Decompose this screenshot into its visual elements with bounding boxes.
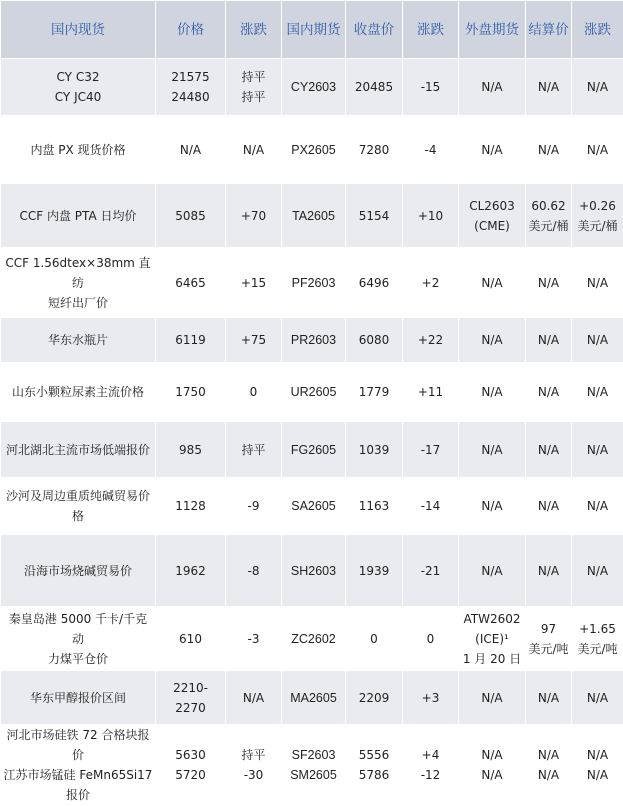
cell-echg: [572, 607, 623, 671]
cell-fut: [282, 535, 346, 607]
cell-fut: [282, 184, 346, 248]
cell-fut: [282, 59, 346, 116]
cell-ext: [459, 184, 526, 248]
cell-close: [346, 248, 403, 318]
cell-settle: [526, 116, 572, 184]
cell-line: N/A: [528, 496, 569, 516]
cell-line: +75: [228, 330, 279, 350]
table-row: [1, 248, 623, 318]
cell-line: N/A: [461, 77, 523, 97]
cell-line: CY JC40: [3, 87, 153, 107]
cell-price: [156, 116, 226, 184]
cell-line: +3: [405, 688, 456, 708]
cell-line: 0: [348, 629, 400, 649]
cell-line: 20485: [348, 77, 400, 97]
cell-line: N/A: [574, 765, 621, 785]
cell-line: 1939: [348, 561, 400, 581]
cell-line: N/A: [574, 330, 621, 350]
cell-line: FG2605: [284, 440, 343, 460]
cell-chg: [226, 725, 282, 806]
cell-line: -3: [228, 629, 279, 649]
cell-line: 持平: [228, 87, 279, 107]
cell-line: N/A: [461, 273, 523, 293]
cell-fchg: [403, 671, 459, 725]
cell-echg: [572, 116, 623, 184]
cell-chg: [226, 607, 282, 671]
cell-line: -21: [405, 561, 456, 581]
cell-line: N/A: [528, 273, 569, 293]
header-change: 涨跌: [226, 1, 282, 59]
cell-line: 沙河及周边重质纯碱贸易价格: [3, 486, 153, 526]
cell-spot: [1, 607, 156, 671]
cell-line: 5630: [158, 745, 223, 765]
cell-echg: [572, 725, 623, 806]
cell-line: 0: [405, 629, 456, 649]
cell-line: ZC2602: [284, 629, 343, 649]
cell-spot: [1, 725, 156, 806]
cell-settle: [526, 422, 572, 478]
cell-line: (ICE)¹: [461, 629, 523, 649]
cell-fchg: [403, 116, 459, 184]
cell-line: 河北市场硅铁 72 合格块报价: [3, 725, 153, 765]
cell-line: 1 月 20 日: [461, 649, 523, 669]
table-row: [1, 318, 623, 363]
cell-spot: [1, 478, 156, 535]
cell-line: CL2603: [461, 196, 523, 216]
cell-close: [346, 607, 403, 671]
cell-close: [346, 318, 403, 363]
cell-ext: [459, 422, 526, 478]
cell-fut: [282, 116, 346, 184]
cell-chg: [226, 478, 282, 535]
cell-spot: [1, 671, 156, 725]
cell-line: 2210-2270: [158, 678, 223, 718]
cell-line: 985: [158, 440, 223, 460]
cell-line: N/A: [574, 745, 621, 765]
cell-line: -17: [405, 440, 456, 460]
cell-line: 沿海市场烧碱贸易价: [3, 561, 153, 581]
cell-fut: [282, 248, 346, 318]
cell-line: N/A: [228, 688, 279, 708]
cell-line: 美元/吨: [574, 639, 621, 659]
cell-echg: [572, 363, 623, 422]
cell-close: [346, 478, 403, 535]
header-settle: 结算价: [526, 1, 572, 59]
cell-line: N/A: [461, 382, 523, 402]
cell-line: N/A: [461, 688, 523, 708]
header-foreign-change: 涨跌: [572, 1, 623, 59]
cell-ext: [459, 116, 526, 184]
cell-fut: [282, 725, 346, 806]
cell-line: N/A: [528, 561, 569, 581]
cell-line: CCF 内盘 PTA 日均价: [3, 206, 153, 226]
cell-line: PR2603: [284, 330, 343, 350]
cell-line: 报价: [3, 785, 153, 805]
cell-line: N/A: [528, 77, 569, 97]
cell-settle: [526, 725, 572, 806]
cell-line: SF2603: [284, 745, 343, 765]
cell-line: +11: [405, 382, 456, 402]
cell-spot: [1, 184, 156, 248]
cell-line: -15: [405, 77, 456, 97]
cell-line: 60.62: [528, 196, 569, 216]
table-row: [1, 184, 623, 248]
cell-line: N/A: [461, 140, 523, 160]
cell-line: 5154: [348, 206, 400, 226]
cell-line: -4: [405, 140, 456, 160]
cell-line: MA2605: [284, 688, 343, 708]
cell-chg: [226, 535, 282, 607]
cell-line: -12: [405, 765, 456, 785]
cell-line: 97: [528, 619, 569, 639]
cell-line: 山东小颗粒尿素主流价格: [3, 382, 153, 402]
header-spot: 国内现货: [1, 1, 156, 59]
cell-line: N/A: [528, 688, 569, 708]
cell-line: +70: [228, 206, 279, 226]
cell-line: N/A: [461, 440, 523, 460]
cell-price: [156, 535, 226, 607]
cell-settle: [526, 363, 572, 422]
cell-price: [156, 363, 226, 422]
cell-line: 秦皇岛港 5000 千卡/千克动: [3, 609, 153, 649]
cell-line: 1750: [158, 382, 223, 402]
cell-chg: [226, 116, 282, 184]
cell-line: PF2603: [284, 273, 343, 293]
cell-ext: [459, 535, 526, 607]
cell-line: 美元/吨: [528, 639, 569, 659]
header-row: [1, 1, 623, 59]
cell-line: N/A: [574, 496, 621, 516]
cell-line: N/A: [461, 496, 523, 516]
cell-line: N/A: [528, 330, 569, 350]
cell-line: N/A: [528, 140, 569, 160]
cell-line: -9: [228, 496, 279, 516]
cell-settle: [526, 248, 572, 318]
cell-line: 1039: [348, 440, 400, 460]
cell-line: -14: [405, 496, 456, 516]
cell-line: CY2603: [284, 77, 343, 97]
cell-echg: [572, 318, 623, 363]
cell-line: 持平: [228, 440, 279, 460]
table-body: [1, 59, 623, 806]
cell-line: 5786: [348, 765, 400, 785]
cell-chg: [226, 248, 282, 318]
cell-line: N/A: [574, 273, 621, 293]
cell-settle: [526, 607, 572, 671]
cell-echg: [572, 248, 623, 318]
cell-line: N/A: [574, 561, 621, 581]
cell-fut: [282, 478, 346, 535]
cell-line: N/A: [461, 561, 523, 581]
cell-chg: [226, 363, 282, 422]
cell-line: 华东甲醇报价区间: [3, 688, 153, 708]
cell-spot: [1, 248, 156, 318]
cell-line: +2: [405, 273, 456, 293]
cell-line: 2209: [348, 688, 400, 708]
cell-line: 5556: [348, 745, 400, 765]
cell-line: +1.65: [574, 619, 621, 639]
cell-line: +22: [405, 330, 456, 350]
cell-echg: [572, 535, 623, 607]
cell-close: [346, 725, 403, 806]
cell-echg: [572, 422, 623, 478]
cell-settle: [526, 671, 572, 725]
cell-close: [346, 535, 403, 607]
header-futures: 国内期货: [282, 1, 346, 59]
cell-line: 美元/桶: [574, 216, 621, 236]
cell-line: 6119: [158, 330, 223, 350]
cell-settle: [526, 478, 572, 535]
header-close: 收盘价: [346, 1, 403, 59]
cell-line: 610: [158, 629, 223, 649]
cell-chg: [226, 671, 282, 725]
cell-line: 6080: [348, 330, 400, 350]
cell-fchg: [403, 363, 459, 422]
cell-fchg: [403, 607, 459, 671]
cell-ext: [459, 478, 526, 535]
cell-close: [346, 184, 403, 248]
cell-line: 河北湖北主流市场低端报价: [3, 440, 153, 460]
table-row: [1, 535, 623, 607]
cell-fchg: [403, 725, 459, 806]
cell-ext: [459, 318, 526, 363]
cell-settle: [526, 318, 572, 363]
cell-fchg: [403, 422, 459, 478]
cell-fut: [282, 318, 346, 363]
cell-spot: [1, 535, 156, 607]
cell-price: [156, 607, 226, 671]
cell-line: CY C32: [3, 67, 153, 87]
cell-line: 7280: [348, 140, 400, 160]
cell-ext: [459, 671, 526, 725]
cell-echg: [572, 184, 623, 248]
cell-line: N/A: [574, 440, 621, 460]
table-row: [1, 59, 623, 116]
header-foreign-futures: 外盘期货: [459, 1, 526, 59]
cell-line: N/A: [228, 140, 279, 160]
cell-fchg: [403, 248, 459, 318]
cell-fchg: [403, 318, 459, 363]
cell-line: 0: [228, 382, 279, 402]
cell-line: N/A: [574, 140, 621, 160]
cell-line: 21575: [158, 67, 223, 87]
cell-price: [156, 422, 226, 478]
cell-fchg: [403, 184, 459, 248]
cell-settle: [526, 59, 572, 116]
cell-settle: [526, 535, 572, 607]
cell-fchg: [403, 535, 459, 607]
cell-close: [346, 116, 403, 184]
cell-line: N/A: [528, 440, 569, 460]
cell-chg: [226, 422, 282, 478]
cell-echg: [572, 671, 623, 725]
cell-line: 持平: [228, 67, 279, 87]
cell-line: 1128: [158, 496, 223, 516]
cell-line: N/A: [574, 382, 621, 402]
cell-line: N/A: [574, 688, 621, 708]
cell-line: 24480: [158, 87, 223, 107]
cell-line: 江苏市场锰硅 FeMn65Si17: [3, 765, 153, 785]
table-row: [1, 478, 623, 535]
cell-echg: [572, 59, 623, 116]
cell-line: 短纤出厂价: [3, 293, 153, 313]
cell-price: [156, 478, 226, 535]
table-row: [1, 607, 623, 671]
cell-fut: [282, 363, 346, 422]
cell-ext: [459, 59, 526, 116]
cell-line: SA2605: [284, 496, 343, 516]
cell-line: ATW2602: [461, 609, 523, 629]
table-row: [1, 725, 623, 806]
cell-line: +0.26: [574, 196, 621, 216]
cell-line: 1962: [158, 561, 223, 581]
cell-echg: [572, 478, 623, 535]
cell-price: [156, 59, 226, 116]
cell-chg: [226, 59, 282, 116]
cell-line: -30: [228, 765, 279, 785]
cell-price: [156, 725, 226, 806]
cell-line: 6465: [158, 273, 223, 293]
cell-spot: [1, 363, 156, 422]
cell-line: N/A: [528, 382, 569, 402]
cell-line: N/A: [158, 140, 223, 160]
cell-line: 力煤平仓价: [3, 649, 153, 669]
cell-line: 5085: [158, 206, 223, 226]
cell-line: 6496: [348, 273, 400, 293]
cell-line: 内盘 PX 现货价格: [3, 140, 153, 160]
table-row: [1, 422, 623, 478]
cell-line: CCF 1.56dtex×38mm 直纺: [3, 253, 153, 293]
cell-line: +10: [405, 206, 456, 226]
cell-price: [156, 671, 226, 725]
cell-spot: [1, 59, 156, 116]
cell-line: UR2605: [284, 382, 343, 402]
cell-line: SM2605: [284, 765, 343, 785]
cell-price: [156, 184, 226, 248]
cell-line: +4: [405, 745, 456, 765]
cell-fut: [282, 607, 346, 671]
cell-settle: [526, 184, 572, 248]
cell-line: N/A: [461, 745, 523, 765]
cell-line: 1163: [348, 496, 400, 516]
cell-line: +15: [228, 273, 279, 293]
cell-ext: [459, 248, 526, 318]
cell-line: 5720: [158, 765, 223, 785]
cell-line: -8: [228, 561, 279, 581]
cell-line: SH2603: [284, 561, 343, 581]
cell-line: N/A: [461, 330, 523, 350]
cell-chg: [226, 318, 282, 363]
table-row: [1, 671, 623, 725]
cell-price: [156, 318, 226, 363]
header-price: 价格: [156, 1, 226, 59]
cell-line: 1779: [348, 382, 400, 402]
cell-spot: [1, 318, 156, 363]
cell-ext: [459, 363, 526, 422]
cell-line: 美元/桶: [528, 216, 569, 236]
cell-line: 华东水瓶片: [3, 330, 153, 350]
cell-fut: [282, 671, 346, 725]
cell-line: PX2605: [284, 140, 343, 160]
cell-ext: [459, 607, 526, 671]
cell-line: N/A: [574, 77, 621, 97]
cell-line: (CME): [461, 216, 523, 236]
cell-chg: [226, 184, 282, 248]
cell-line: 持平: [228, 745, 279, 765]
cell-fchg: [403, 59, 459, 116]
cell-line: N/A: [528, 765, 569, 785]
cell-line: TA2605: [284, 206, 343, 226]
cell-fchg: [403, 478, 459, 535]
cell-close: [346, 59, 403, 116]
table-row: [1, 116, 623, 184]
cell-spot: [1, 116, 156, 184]
cell-close: [346, 671, 403, 725]
cell-close: [346, 363, 403, 422]
cell-line: N/A: [528, 745, 569, 765]
cell-spot: [1, 422, 156, 478]
cell-fut: [282, 422, 346, 478]
header-futures-change: 涨跌: [403, 1, 459, 59]
cell-line: N/A: [461, 765, 523, 785]
cell-ext: [459, 725, 526, 806]
table-row: [1, 363, 623, 422]
cell-price: [156, 248, 226, 318]
cell-close: [346, 422, 403, 478]
